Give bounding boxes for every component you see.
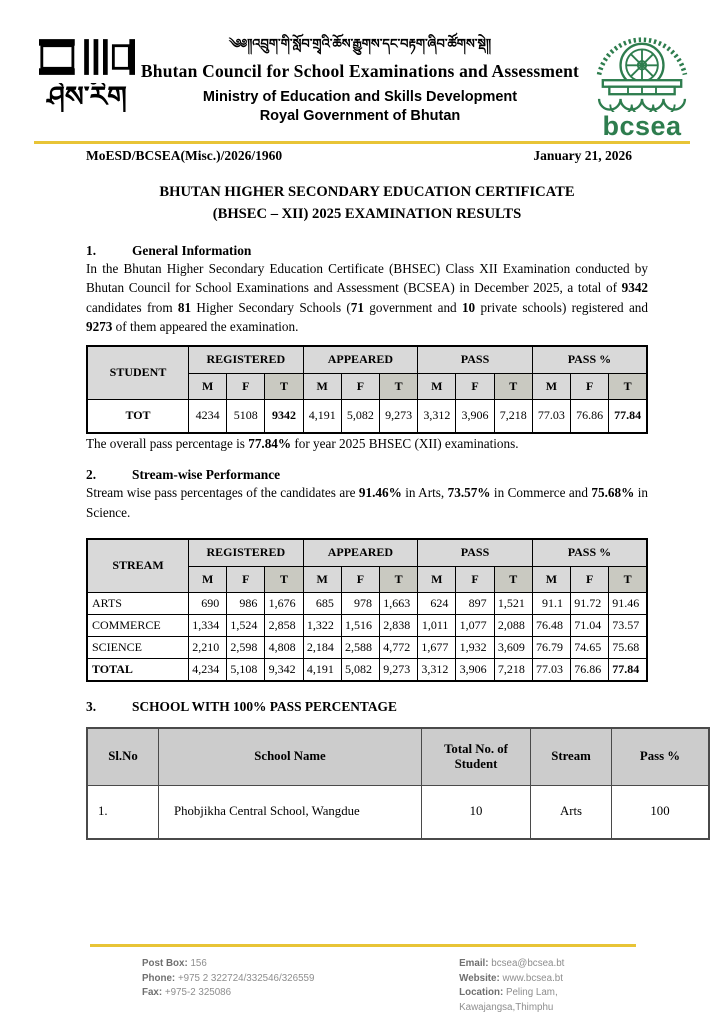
footer-label: Email:: [459, 958, 489, 969]
emphasized-value: 73.57%: [447, 485, 491, 501]
group-header: APPEARED: [303, 539, 418, 567]
sub-header: M: [189, 373, 227, 399]
sub-header: T: [494, 566, 532, 592]
sub-header: T: [380, 566, 418, 592]
emphasized-value: 9342: [621, 280, 648, 296]
data-cell: 3,312: [418, 658, 456, 681]
data-cell: 77.03: [532, 658, 570, 681]
data-cell: 1,524: [227, 614, 265, 636]
data-cell: 3,906: [456, 658, 494, 681]
data-cell: Phobjikha Central School, Wangdue: [159, 785, 422, 839]
data-cell: 75.68: [609, 636, 647, 658]
data-cell: 77.84: [609, 399, 647, 433]
section-heading-3: [86, 699, 648, 715]
document-title-line1: BHUTAN HIGHER SECONDARY EDUCATION CERTIFICATE: [159, 184, 575, 200]
text-segment: candidates from: [86, 299, 178, 315]
footer-fax: [142, 986, 359, 1001]
sub-header: M: [303, 566, 341, 592]
data-cell: 4,191: [303, 399, 341, 433]
header-row-groups: [87, 346, 647, 374]
data-cell: 5,082: [341, 658, 379, 681]
sub-header: T: [609, 566, 647, 592]
sub-header: T: [609, 373, 647, 399]
sub-header: M: [532, 373, 570, 399]
emphasized-value: 91.46%: [358, 485, 402, 501]
group-header: REGISTERED: [189, 539, 304, 567]
sub-header: T: [380, 373, 418, 399]
bcsea-logo: [580, 26, 704, 140]
footer-label: Phone:: [142, 972, 176, 984]
document-title-line2: (BHSEC – XII) 2025 EXAMINATION RESULTS: [212, 205, 522, 222]
sub-header: F: [227, 566, 265, 592]
table-row: [87, 614, 647, 636]
column-header: School Name: [159, 728, 422, 786]
sub-header: M: [532, 566, 570, 592]
group-header: PASS %: [532, 539, 647, 567]
reference-row: [34, 141, 690, 164]
data-cell: 77.84: [609, 658, 647, 681]
footer-label: Post Box:: [142, 958, 188, 969]
data-cell: 978: [341, 592, 379, 614]
data-cell: 1,521: [494, 592, 532, 614]
emphasized-value: 10: [461, 299, 476, 315]
student-summary-table: [86, 345, 648, 434]
data-cell: 2,588: [341, 636, 379, 658]
sub-header: F: [571, 373, 609, 399]
data-cell: 5,108: [227, 658, 265, 681]
data-cell: 91.46: [609, 592, 647, 614]
data-cell: 76.79: [532, 636, 570, 658]
data-cell: 1,663: [380, 592, 418, 614]
table-row: [87, 785, 709, 839]
data-cell: 5108: [227, 399, 265, 433]
data-cell: 1,011: [418, 614, 456, 636]
data-cell: 4,234: [189, 658, 227, 681]
general-info-paragraph: [86, 259, 648, 337]
group-header: PASS: [418, 346, 533, 374]
section-number: 2.: [86, 467, 97, 483]
emphasized-value: 9273: [86, 319, 113, 335]
data-cell: Arts: [531, 785, 612, 839]
data-cell: 10: [422, 785, 531, 839]
row-label: TOT: [87, 399, 189, 433]
data-cell: 100: [612, 785, 710, 839]
data-cell: 2,088: [494, 614, 532, 636]
text-segment: in Science.: [86, 485, 648, 520]
sub-header: T: [265, 373, 303, 399]
section-title: Stream-wise Performance: [132, 467, 281, 483]
reference-number: MoESD/BCSEA(Misc.)/2026/1960: [86, 148, 283, 163]
emphasized-value: 71: [350, 299, 364, 315]
column-header: Stream: [531, 728, 612, 786]
data-cell: 1,932: [456, 636, 494, 658]
data-cell: 5,082: [341, 399, 379, 433]
text-segment: for year 2025 BHSEC (XII) examinations.: [291, 435, 519, 451]
text-segment: The overall pass percentage is: [86, 435, 249, 451]
data-cell: 91.1: [532, 592, 570, 614]
footer-label: Fax:: [142, 987, 163, 999]
data-cell: 1,676: [265, 592, 303, 614]
data-cell: 9342: [265, 399, 303, 433]
row-label: COMMERCE: [87, 614, 189, 636]
footer-phone: [142, 972, 359, 987]
data-cell: 74.65: [571, 636, 609, 658]
footer-label: Location:: [459, 987, 504, 999]
header-row: [87, 728, 709, 786]
data-cell: 4,191: [303, 658, 341, 681]
section-heading-2: [86, 467, 648, 483]
data-cell: 9,342: [265, 658, 303, 681]
sub-header: F: [456, 566, 494, 592]
column-header: Total No. of Student: [422, 728, 531, 786]
group-header: REGISTERED: [189, 346, 304, 374]
bcsea-emblem-icon: [586, 26, 698, 112]
council-name: Bhutan Council for School Examinations and Assessment: [140, 61, 580, 81]
data-cell: 73.57: [609, 614, 647, 636]
emphasized-value: 81: [177, 299, 192, 315]
data-cell: 7,218: [494, 658, 532, 681]
data-cell: 76.48: [532, 614, 570, 636]
data-cell: 690: [189, 592, 227, 614]
footer-email: [459, 957, 636, 972]
sub-header: M: [418, 373, 456, 399]
data-cell: 71.04: [571, 614, 609, 636]
text-segment: In the Bhutan Higher Secondary Education Certificate (BHSEC) Class XII Examination conducted by Bhutan Council for School Examinations and Assessment (BCSEA) in December 2025, a total of: [86, 260, 648, 296]
document-body: [86, 170, 681, 840]
data-cell: 2,838: [380, 614, 418, 636]
text-segment: Stream wise pass percentages of the candidates are: [86, 485, 359, 501]
sub-header: F: [571, 566, 609, 592]
section-title: SCHOOL WITH 100% PASS PERCENTAGE: [132, 698, 397, 714]
emphasized-value: 77.84%: [248, 435, 292, 451]
footer-value: +975 2 322724/332546/326559: [177, 972, 315, 984]
footer-value: +975-2 325086: [164, 987, 232, 999]
sub-header: M: [418, 566, 456, 592]
data-cell: 4234: [189, 399, 227, 433]
data-cell: 9,273: [380, 399, 418, 433]
sherig-emblem: [34, 26, 140, 112]
tibetan-title: ༄༅༎འབྲུག་གི་སློབ་གྲྭའི་ཆོས་རྒྱུགས་དང་བརྟག་ཞིབ་ཚོགས་སྡེ༎: [228, 36, 492, 51]
footer-contact-left: [142, 957, 359, 1016]
data-cell: 1,077: [456, 614, 494, 636]
footer-postbox: [142, 957, 359, 972]
text-segment: private schools) registered and: [475, 299, 648, 315]
data-cell: 1,322: [303, 614, 341, 636]
footer-label: Website:: [459, 972, 500, 984]
section-number: 3.: [86, 698, 97, 714]
sub-header: M: [303, 373, 341, 399]
footer-value: 156: [190, 958, 207, 969]
letterhead: [34, 26, 704, 140]
footer-location: [459, 986, 636, 1015]
footer-value: www.bcsea.bt: [502, 972, 563, 984]
text-segment: Higher Secondary Schools (: [191, 299, 351, 315]
text-segment: government and: [363, 299, 462, 315]
ministry-name: Ministry of Education and Skills Development: [202, 89, 518, 105]
sub-header: F: [341, 566, 379, 592]
letterhead-center: [140, 26, 580, 124]
header-row-groups: [87, 539, 647, 567]
data-cell: 2,598: [227, 636, 265, 658]
emphasized-value: 75.68%: [591, 485, 635, 501]
sub-header: F: [227, 373, 265, 399]
data-cell: 1.: [87, 785, 159, 839]
footer-value: bcsea@bcsea.bt: [491, 958, 565, 969]
data-cell: 986: [227, 592, 265, 614]
data-cell: 76.86: [571, 399, 609, 433]
data-cell: 897: [456, 592, 494, 614]
text-segment: of them appeared the examination.: [112, 319, 299, 335]
footer-contact-right: [459, 957, 636, 1016]
data-cell: 3,609: [494, 636, 532, 658]
data-cell: 7,218: [494, 399, 532, 433]
sub-header: T: [265, 566, 303, 592]
sherig-emblem-text: ཤེས་རིག: [47, 83, 127, 113]
overall-pass-paragraph: [86, 434, 648, 454]
data-cell: 91.72: [571, 592, 609, 614]
group-header: APPEARED: [303, 346, 418, 374]
data-cell: 1,516: [341, 614, 379, 636]
row-label: ARTS: [87, 592, 189, 614]
section-number: 1.: [86, 242, 97, 258]
data-cell: 2,858: [265, 614, 303, 636]
sub-header: F: [341, 373, 379, 399]
stream-pass-paragraph: [86, 483, 648, 522]
text-segment: in Commerce and: [490, 485, 592, 501]
group-header: PASS %: [532, 346, 647, 374]
data-cell: 9,273: [380, 658, 418, 681]
footer-value: Peling Lam, Kawajangsa,Thimphu: [459, 987, 558, 1014]
table-row: [87, 636, 647, 658]
column-header: Sl.No: [87, 728, 159, 786]
section-title: General Information: [132, 242, 252, 258]
sub-header: M: [189, 566, 227, 592]
data-cell: 4,808: [265, 636, 303, 658]
table-corner-header: STUDENT: [87, 346, 189, 400]
row-label: TOTAL: [87, 658, 189, 681]
page-footer: [90, 944, 636, 1016]
bcsea-wordmark: bcsea: [602, 111, 682, 141]
text-segment: in Arts,: [401, 485, 448, 501]
data-cell: 4,772: [380, 636, 418, 658]
data-cell: 3,906: [456, 399, 494, 433]
document-title: [86, 182, 648, 226]
data-cell: 77.03: [532, 399, 570, 433]
data-cell: 2,210: [189, 636, 227, 658]
data-cell: 624: [418, 592, 456, 614]
data-cell: 76.86: [571, 658, 609, 681]
data-cell: 2,184: [303, 636, 341, 658]
section-heading-1: [86, 243, 648, 259]
hundred-percent-school-table: [86, 727, 710, 840]
government-name: Royal Government of Bhutan: [259, 108, 461, 124]
sub-header: T: [494, 373, 532, 399]
table-row: [87, 399, 647, 433]
column-header: Pass %: [612, 728, 710, 786]
stream-performance-table: [86, 538, 648, 682]
row-label: SCIENCE: [87, 636, 189, 658]
table-row: [87, 658, 647, 681]
table-row: [87, 592, 647, 614]
data-cell: 1,677: [418, 636, 456, 658]
data-cell: 3,312: [418, 399, 456, 433]
footer-website: [459, 972, 636, 987]
data-cell: 1,334: [189, 614, 227, 636]
sub-header: F: [456, 373, 494, 399]
document-date: January 21, 2026: [533, 148, 632, 163]
table-corner-header: STREAM: [87, 539, 189, 593]
group-header: PASS: [418, 539, 533, 567]
data-cell: 685: [303, 592, 341, 614]
sherig-emblem-icon: [39, 38, 135, 76]
